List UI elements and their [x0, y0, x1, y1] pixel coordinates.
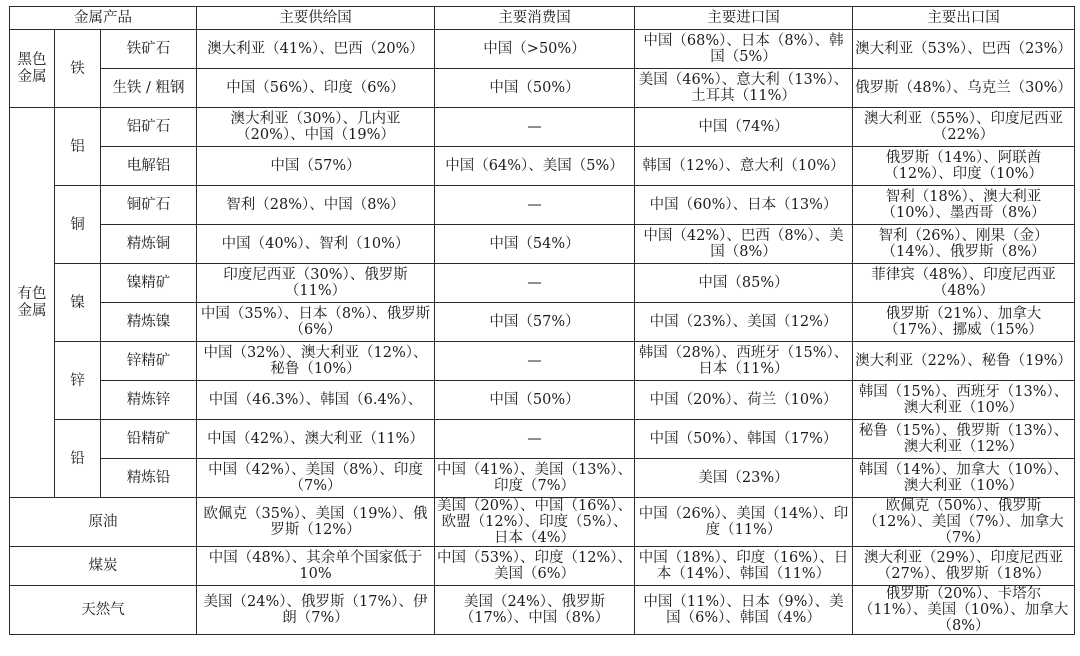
- import-cell: 中国（20%）、荷兰（10%）: [635, 381, 853, 420]
- table-row: [10, 303, 1075, 342]
- product-cell: 镍精矿: [101, 264, 197, 303]
- supply-cell: 美国（24%）、俄罗斯（17%）、伊朗（7%）: [197, 586, 435, 635]
- table-row: [10, 342, 1075, 381]
- product-cell: 铝矿石: [101, 108, 197, 147]
- import-cell: 中国（68%）、日本（8%）、韩国（5%）: [635, 30, 853, 69]
- export-cell: 澳大利亚（29%）、印度尼西亚（27%）、俄罗斯（18%）: [853, 547, 1075, 586]
- product-cell: 铅精矿: [101, 420, 197, 459]
- export-cell: 澳大利亚（53%）、巴西（23%）: [853, 30, 1075, 69]
- table-row: [10, 420, 1075, 459]
- import-cell: 韩国（12%）、意大利（10%）: [635, 147, 853, 186]
- import-cell: 中国（23%）、美国（12%）: [635, 303, 853, 342]
- table-row: [10, 498, 1075, 547]
- import-cell: 中国（18%）、印度（16%）、日本（14%）、韩国（11%）: [635, 547, 853, 586]
- export-cell: 俄罗斯（48%）、乌克兰（30%）: [853, 69, 1075, 108]
- export-cell: 澳大利亚（22%）、秘鲁（19%）: [853, 342, 1075, 381]
- metal-copper: 铜: [55, 186, 101, 264]
- import-cell: 韩国（28%）、西班牙（15%）、日本（11%）: [635, 342, 853, 381]
- consume-cell: —: [435, 108, 635, 147]
- table-row: [10, 147, 1075, 186]
- header-export: 主要出口国: [853, 7, 1075, 30]
- consume-cell: 中国（>50%）: [435, 30, 635, 69]
- metal-nickel: 镍: [55, 264, 101, 342]
- consume-cell: 美国（20%）、中国（16%）、欧盟（12%）、印度（5%）、日本（4%）: [435, 498, 635, 547]
- table-row: [10, 108, 1075, 147]
- metal-aluminum: 铝: [55, 108, 101, 186]
- product-cell: 煤炭: [10, 547, 197, 586]
- import-cell: 中国（60%）、日本（13%）: [635, 186, 853, 225]
- supply-cell: 欧佩克（35%）、美国（19%）、俄罗斯（12%）: [197, 498, 435, 547]
- table-row: [10, 586, 1075, 635]
- metal-iron: 铁: [55, 30, 101, 108]
- export-cell: 韩国（14%）、加拿大（10%）、澳大利亚（10%）: [853, 459, 1075, 498]
- consume-cell: —: [435, 420, 635, 459]
- supply-cell: 中国（42%）、美国（8%）、印度（7%）: [197, 459, 435, 498]
- consume-cell: 中国（57%）: [435, 303, 635, 342]
- import-cell: 美国（23%）: [635, 459, 853, 498]
- table-row: [10, 547, 1075, 586]
- table-row: [10, 69, 1075, 108]
- metal-zinc: 锌: [55, 342, 101, 420]
- supply-cell: 中国（48%）、其余单个国家低于 10%: [197, 547, 435, 586]
- consume-cell: 中国（50%）: [435, 381, 635, 420]
- table-row: [10, 30, 1075, 69]
- table-wrapper: [9, 6, 1075, 635]
- supply-cell: 中国（32%）、澳大利亚（12%）、秘鲁（10%）: [197, 342, 435, 381]
- import-cell: 中国（50%）、韩国（17%）: [635, 420, 853, 459]
- supply-cell: 印度尼西亚（30%）、俄罗斯（11%）: [197, 264, 435, 303]
- header-consume: 主要消费国: [435, 7, 635, 30]
- supply-cell: 中国（35%）、日本（8%）、俄罗斯（6%）: [197, 303, 435, 342]
- product-cell: 精炼镍: [101, 303, 197, 342]
- product-cell: 生铁 / 粗钢: [101, 69, 197, 108]
- supply-cell: 中国（56%）、印度（6%）: [197, 69, 435, 108]
- consume-cell: 中国（54%）: [435, 225, 635, 264]
- supply-cell: 中国（46.3%）、韩国（6.4%）、: [197, 381, 435, 420]
- consume-cell: —: [435, 264, 635, 303]
- consume-cell: —: [435, 342, 635, 381]
- header-supply: 主要供给国: [197, 7, 435, 30]
- table-row: [10, 225, 1075, 264]
- table-row: [10, 381, 1075, 420]
- import-cell: 中国（26%）、美国（14%）、印度（11%）: [635, 498, 853, 547]
- metal-lead: 铅: [55, 420, 101, 498]
- import-cell: 中国（74%）: [635, 108, 853, 147]
- header-import: 主要进口国: [635, 7, 853, 30]
- product-cell: 天然气: [10, 586, 197, 635]
- supply-cell: 智利（28%）、中国（8%）: [197, 186, 435, 225]
- header-row: [10, 7, 1075, 30]
- metal-trade-table: [9, 6, 1075, 635]
- export-cell: 俄罗斯（20%）、卡塔尔（11%）、美国（10%）、加拿大（8%）: [853, 586, 1075, 635]
- export-cell: 澳大利亚（55%）、印度尼西亚（22%）: [853, 108, 1075, 147]
- import-cell: 美国（46%）、意大利（13%）、土耳其（11%）: [635, 69, 853, 108]
- export-cell: 智利（18%）、澳大利亚（10%）、墨西哥（8%）: [853, 186, 1075, 225]
- consume-cell: 中国（50%）: [435, 69, 635, 108]
- product-cell: 精炼锌: [101, 381, 197, 420]
- export-cell: 俄罗斯（21%）、加拿大（17%）、挪威（15%）: [853, 303, 1075, 342]
- consume-cell: —: [435, 186, 635, 225]
- header-product: 金属产品: [10, 7, 197, 30]
- supply-cell: 澳大利亚（41%）、巴西（20%）: [197, 30, 435, 69]
- export-cell: 韩国（15%）、西班牙（13%）、澳大利亚（10%）: [853, 381, 1075, 420]
- table-row: [10, 459, 1075, 498]
- export-cell: 菲律宾（48%）、印度尼西亚（48%）: [853, 264, 1075, 303]
- consume-cell: 美国（24%）、俄罗斯（17%）、中国（8%）: [435, 586, 635, 635]
- consume-cell: 中国（64%）、美国（5%）: [435, 147, 635, 186]
- supply-cell: 中国（57%）: [197, 147, 435, 186]
- export-cell: 智利（26%）、刚果（金）（14%）、俄罗斯（8%）: [853, 225, 1075, 264]
- category-ferrous: 黑色金属: [10, 30, 55, 108]
- table-row: [10, 264, 1075, 303]
- consume-cell: 中国（53%）、印度（12%）、美国（6%）: [435, 547, 635, 586]
- consume-cell: 中国（41%）、美国（13%）、印度（7%）: [435, 459, 635, 498]
- product-cell: 电解铝: [101, 147, 197, 186]
- supply-cell: 澳大利亚（30%）、几内亚（20%）、中国（19%）: [197, 108, 435, 147]
- export-cell: 欧佩克（50%）、俄罗斯（12%）、美国（7%）、加拿大（7%）: [853, 498, 1075, 547]
- import-cell: 中国（42%）、巴西（8%）、美国（8%）: [635, 225, 853, 264]
- supply-cell: 中国（42%）、澳大利亚（11%）: [197, 420, 435, 459]
- product-cell: 铁矿石: [101, 30, 197, 69]
- import-cell: 中国（85%）: [635, 264, 853, 303]
- product-cell: 精炼铅: [101, 459, 197, 498]
- table-row: [10, 186, 1075, 225]
- export-cell: 秘鲁（15%）、俄罗斯（13%）、澳大利亚（12%）: [853, 420, 1075, 459]
- product-cell: 铜矿石: [101, 186, 197, 225]
- import-cell: 中国（11%）、日本（9%）、美国（6%）、韩国（4%）: [635, 586, 853, 635]
- category-nonferrous: 有色金属: [10, 108, 55, 498]
- product-cell: 锌精矿: [101, 342, 197, 381]
- supply-cell: 中国（40%）、智利（10%）: [197, 225, 435, 264]
- product-cell: 原油: [10, 498, 197, 547]
- product-cell: 精炼铜: [101, 225, 197, 264]
- export-cell: 俄罗斯（14%）、阿联酋（12%）、印度（10%）: [853, 147, 1075, 186]
